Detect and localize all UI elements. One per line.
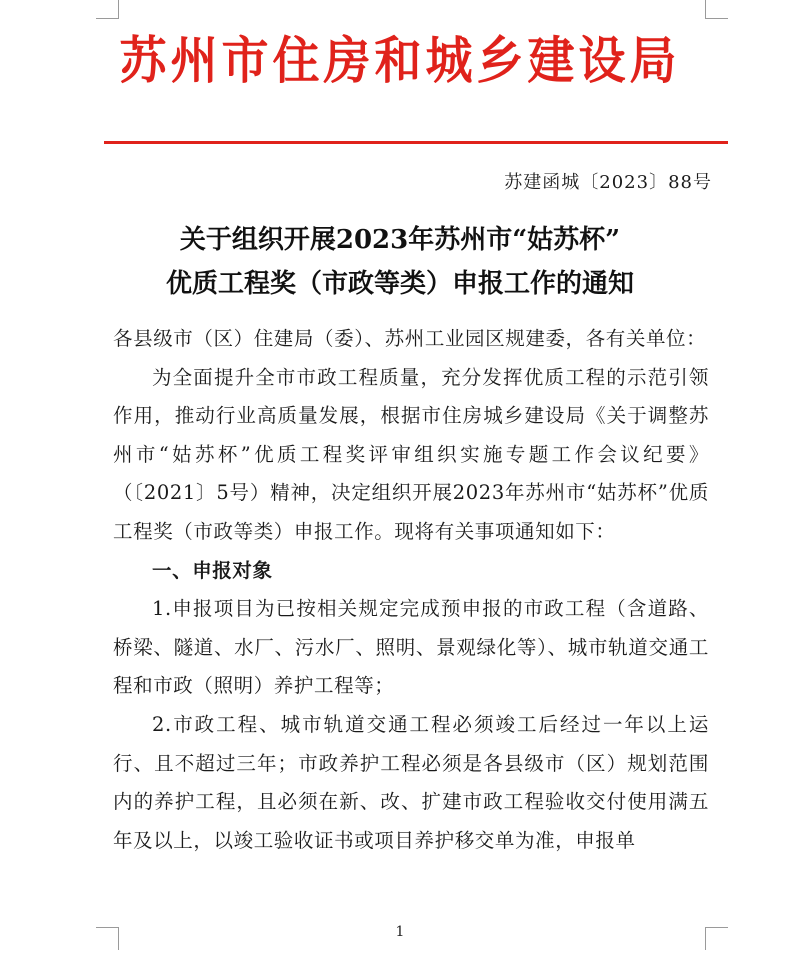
page-number: 1 <box>395 924 405 940</box>
crop-mark-top-left <box>96 0 119 19</box>
title-line-1: 关于组织开展2023年苏州市“姑苏杯” <box>179 225 621 255</box>
list-item: 2.市政工程、城市轨道交通工程必须竣工后经过一年以上运行、且不超过三年；市政养护工程必须是各县级市（区）规划范围内的养护工程，且必须在新、改、扩建市政工程验收交付使用满五年及以上，以竣工验收证书或项目养护移交单为准，申报单 <box>113 712 709 852</box>
intro-paragraph: 为全面提升全市市政工程质量，充分发挥优质工程的示范引领作用，推动行业高质量发展，根据市住房城乡建设局《关于调整苏州市“姑苏杯”优质工程奖评审组织实施专题工作会议纪要》（〔2021〕5号）精神，决定组织开展2023年苏州市“姑苏杯”优质工程奖（市政等类）申报工作。现将有关事项通知如下： <box>113 365 709 543</box>
red-header-rule <box>104 141 728 144</box>
section-heading: 一、申报对象 <box>152 558 273 582</box>
salutation: 各县级市（区）住建局（委）、苏州工业园区规建委，各有关单位： <box>113 327 707 350</box>
list-item: 1.申报项目为已按相关规定完成预申报的市政工程（含道路、桥梁、隧道、水厂、污水厂、照明、景观绿化等）、城市轨道交通工程和市政（照明）养护工程等； <box>113 597 709 698</box>
document-number: 苏建函城〔2023〕88号 <box>504 172 712 193</box>
crop-mark-top-right <box>705 0 728 19</box>
document-body <box>113 320 709 860</box>
document-title <box>0 218 800 306</box>
title-line-2: 优质工程奖（市政等类）申报工作的通知 <box>165 269 634 299</box>
issuing-authority-header: 苏州市住房和城乡建设局 <box>119 31 681 92</box>
